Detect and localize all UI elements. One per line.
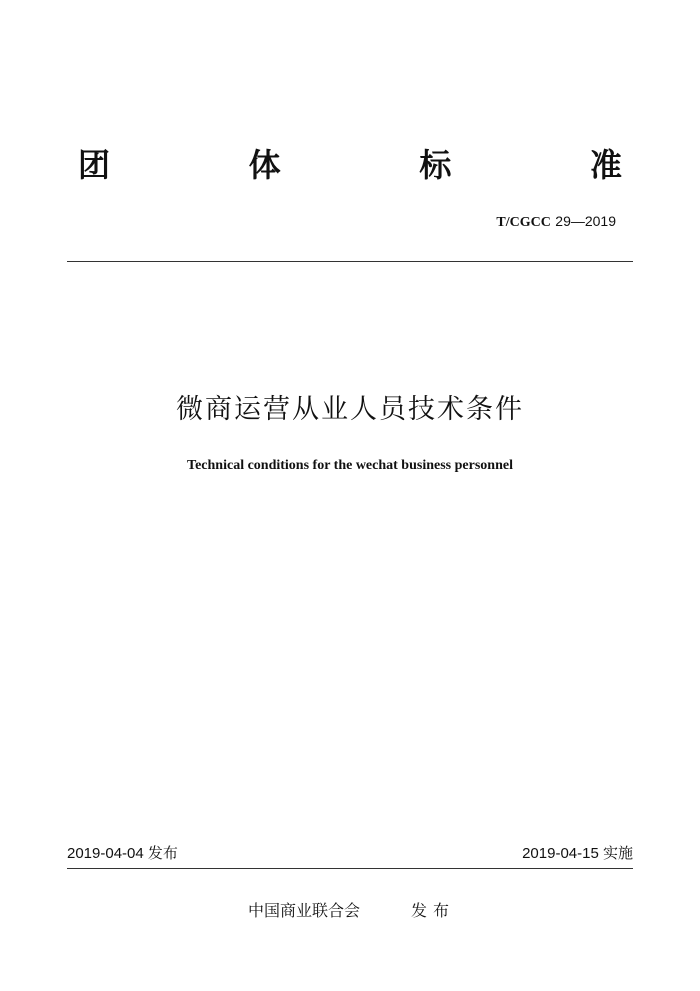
standard-code-number: 29—2019 — [555, 213, 616, 229]
standard-type-char: 团 — [78, 146, 111, 184]
document-title-zh: 微商运营从业人员技术条件 — [176, 394, 524, 425]
standard-code-prefix: T/CGCC — [496, 215, 551, 230]
implementation-date: 2019-04-15 实施 — [522, 845, 633, 862]
standard-code — [496, 211, 616, 233]
top-divider — [67, 261, 633, 262]
issue-date: 2019-04-04 发布 — [67, 845, 178, 862]
bottom-divider — [67, 868, 633, 869]
standard-type-char: 标 — [419, 146, 452, 184]
publisher-name: 中国商业联合会 — [248, 901, 361, 920]
standard-type-heading — [78, 143, 622, 187]
standard-type-char: 准 — [589, 146, 622, 184]
standard-type-char: 体 — [248, 146, 281, 184]
document-title-en: Technical conditions for the wechat business personnel — [187, 458, 513, 473]
publish-label: 发布 — [411, 901, 456, 920]
